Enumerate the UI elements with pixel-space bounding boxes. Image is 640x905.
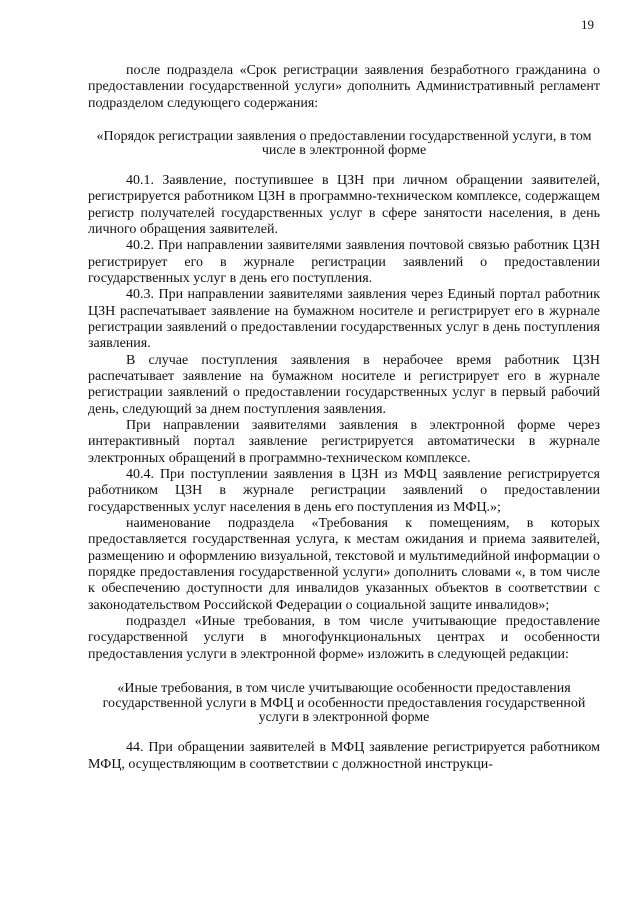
paragraph-premises-requirements: наименование подраздела «Требования к помещениям, в которых предоставляется государственная услуга, к местам ожидания и приема заявителей, размещению и оформлению визуальной, текстовой и мультимедийной информации о порядке предоставления государственной услуги» дополнить словами «, в том числе к обеспечению доступности для инвалидов указанных объектов в соответствии с законодательством Российской Федерации о социальной защите инвалидов»;	[88, 516, 600, 613]
paragraph-intro: после подраздела «Срок регистрации заявления безработного гражданина о предоставлении государственной услуги» дополнить Административный регламент подразделом следующего содержания:	[88, 63, 600, 111]
page-number: 19	[581, 17, 594, 32]
paragraph-nonworking-time: В случае поступления заявления в нерабочее время работник ЦЗН распечатывает заявление на бумажном носителе и регистрирует его в журнале регистрации заявлений о предоставлении государственных услуг в первый рабочий день, следующий за днем поступления заявления.	[88, 352, 600, 417]
paragraph-40-3: 40.3. При направлении заявителями заявления через Единый портал работник ЦЗН распечатывает заявление на бумажном носителе и регистрирует его в журнале регистрации заявлений о предоставлении государственных услуг в день поступления заявления.	[88, 287, 600, 352]
paragraph-44: 44. При обращении заявителей в МФЦ заявление регистрируется работником МФЦ, осуществляющим в соответствии с должностной инструкци-	[88, 740, 600, 772]
paragraph-40-2: 40.2. При направлении заявителями заявления почтовой связью работник ЦЗН регистрирует его в журнале регистрации заявлений о предоставлении государственных услуг в день его поступления.	[88, 238, 600, 286]
paragraph-electronic-form: При направлении заявителями заявления в электронной форме через интерактивный портал заявление регистрируется автоматически в журнале электронных обращений в программно-техническом комплексе.	[88, 418, 600, 466]
section-heading-registration: «Порядок регистрации заявления о предоставлении государственной услуги, в том числе в электронной форме	[96, 129, 592, 159]
paragraph-other-requirements: подраздел «Иные требования, в том числе учитывающие предоставление государственной услуги в многофункциональных центрах и особенности предоставления услуги в электронной форме» изложить в следующей редакции:	[88, 614, 600, 662]
paragraph-40-1: 40.1. Заявление, поступившее в ЦЗН при личном обращении заявителей, регистрируется работником ЦЗН в программно-техническом комплексе, содержащем регистр получателей государственных услуг в сфере занятости населения, в день личного обращения заявителей.	[88, 172, 600, 237]
document-body	[88, 63, 600, 773]
spacer	[88, 112, 600, 130]
spacer	[88, 663, 600, 682]
section-heading-other-requirements: «Иные требования, в том числе учитывающие особенности предоставления государственной услуги в МФЦ и особенности предоставления государственной услуги в электронной форме	[102, 681, 586, 725]
spacer	[88, 725, 600, 740]
paragraph-40-4: 40.4. При поступлении заявления в ЦЗН из МФЦ заявление регистрируется работником ЦЗН в журнале регистрации заявлений о предоставлении государственных услуг населения в день его поступления из МФЦ.»;	[88, 467, 600, 515]
spacer	[88, 159, 600, 173]
